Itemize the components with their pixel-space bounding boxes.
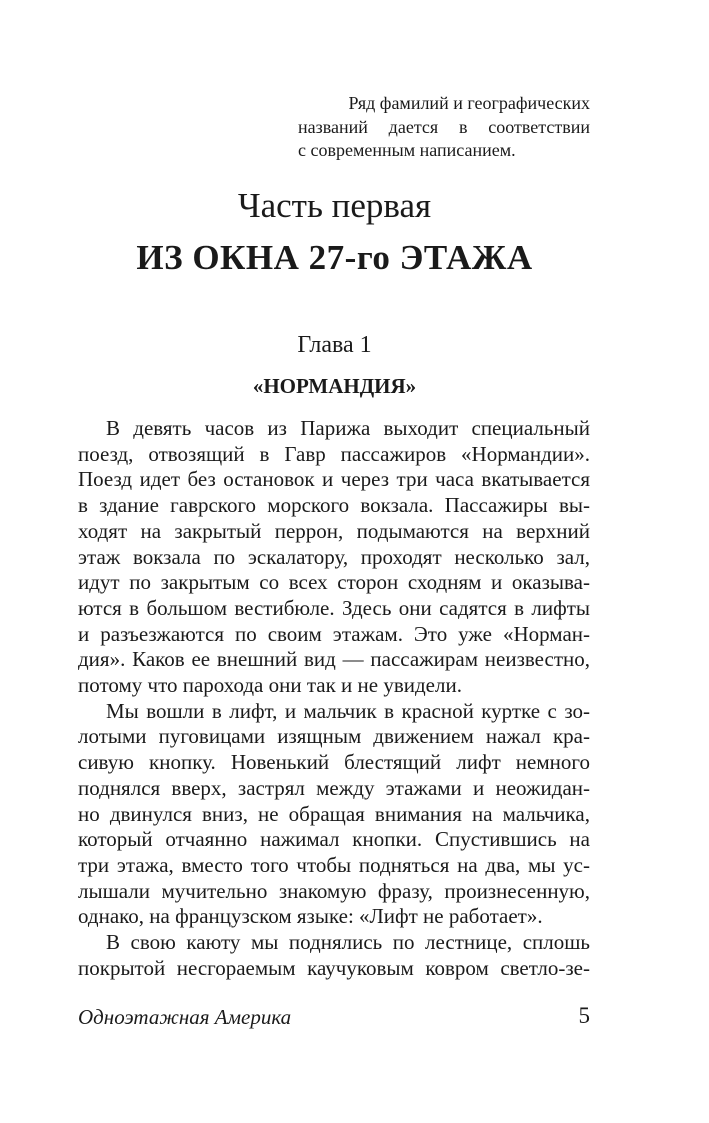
text-line: дия». Каков ее внешний вид — пассажирам неизвестно, [78,647,590,672]
text-line: ются в большом вестибюле. Здесь они садятся в лифты [78,595,590,620]
running-footer-title: Одноэтажная Америка [78,1005,292,1029]
text-line: и разъезжаются по своим этажам. Это уже «Норман- [78,621,590,646]
text-line: потому что парохода они так и не увидели. [78,673,462,698]
text-line: идут по закрытым со всех сторон сходням и оказыва- [78,570,590,595]
text-line: Поезд идет без остановок и через три часа вкатывается [78,467,590,492]
text-line: три этажа, вместо того чтобы подняться на два, мы ус- [78,852,590,877]
text-line: этаж вокзала по эскалатору, проходят несколько зал, [78,544,590,569]
text-line: который отчаянно нажимал кнопки. Спустившись на [78,827,590,852]
part-subtitle: ИЗ ОКНА 27-го ЭТАЖА [136,238,533,277]
note-line: с современным написанием. [298,140,516,160]
part-title: Часть первая [237,186,432,225]
page-number: 5 [578,1003,590,1028]
text-line: поднялся вверх, застрял между этажами и неожидан- [78,775,590,800]
text-line: В девять часов из Парижа выходит специальный [106,416,590,440]
text-line: сивую кнопку. Новенький блестящий лифт немного [78,750,590,775]
text-line: лышали мучительно знакомую фразу, произнесенную, [78,878,590,903]
text-line: лотыми пуговицами изящным движением нажал кра- [78,724,590,749]
text-line: однако, на французском языке: «Лифт не работает». [78,904,543,929]
text-line: в здание гаврского морского вокзала. Пассажиры вы- [78,493,590,518]
chapter-title: Глава 1 [297,332,372,358]
text-line: но двинулся вниз, не обращая внимания на мальчика, [78,801,590,826]
text-line: поезд, отвозящий в Гавр пассажиров «Нормандии». [78,441,590,466]
note-line: Ряд фамилий и географических [348,93,590,113]
text-line: ходят на закрытый перрон, подымаются на верхний [78,518,590,543]
chapter-subtitle: «НОРМАНДИЯ» [252,374,417,398]
text-line: Мы вошли в лифт, и мальчик в красной куртке с зо- [106,698,590,723]
text-line: В свою каюту мы поднялись по лестнице, сплошь [106,930,590,955]
text-line: покрытой несгораемым каучуковым ковром светло-зе- [78,955,590,980]
editorial-note [298,92,590,163]
body-text [78,416,590,981]
note-line: названий дается в соответствии [298,116,590,137]
